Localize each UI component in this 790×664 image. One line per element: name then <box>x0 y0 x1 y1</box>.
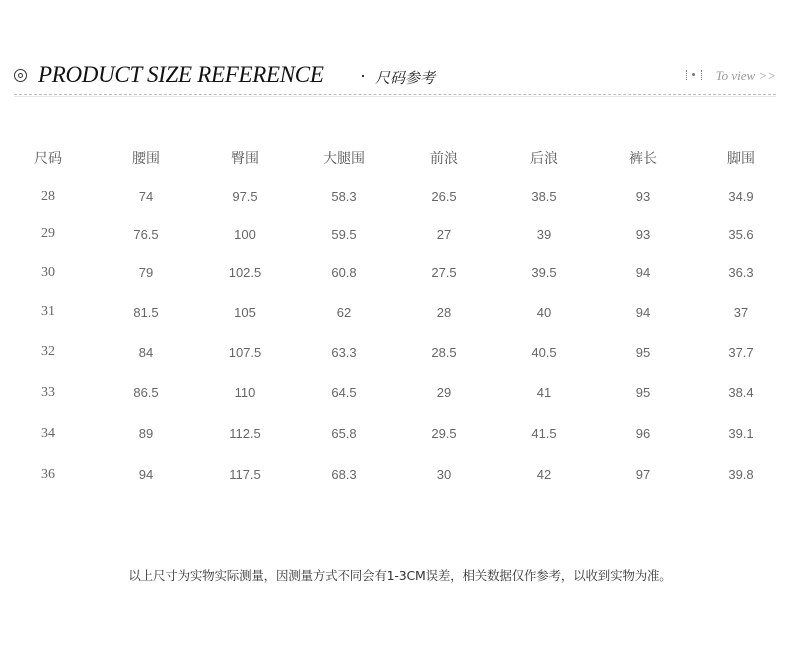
to-view-link[interactable]: To view >> <box>715 68 776 83</box>
table-row <box>0 372 790 413</box>
view-icon[interactable] <box>686 70 702 80</box>
table-cell: 39 <box>536 226 552 242</box>
table-cell: 63.3 <box>331 344 357 360</box>
table-cell: 37.7 <box>728 344 754 360</box>
table-row <box>0 332 790 372</box>
table-cell: 30 <box>436 467 452 482</box>
table-cell: 100 <box>234 226 256 242</box>
column-header-size: 尺码 <box>34 151 62 167</box>
header-divider <box>14 94 776 95</box>
table-cell: 38.5 <box>531 189 557 204</box>
table-cell: 117.5 <box>229 467 261 482</box>
table-cell: 79 <box>138 265 154 280</box>
table-cell: 110 <box>234 385 256 400</box>
table-cell: 64.5 <box>331 385 357 400</box>
table-cell: 59.5 <box>331 226 357 242</box>
table-cell: 96 <box>635 426 651 441</box>
section-title: PRODUCT SIZE REFERENCE <box>38 62 324 87</box>
column-header-waist: 腰围 <box>132 151 160 167</box>
table-cell: 39.8 <box>728 467 754 482</box>
table-cell: 40 <box>536 304 552 320</box>
table-cell: 68.3 <box>331 467 357 482</box>
table-cell: 95 <box>635 385 651 400</box>
table-cell: 39.5 <box>531 265 557 280</box>
table-row <box>0 253 790 292</box>
column-header-length: 裤长 <box>629 151 657 167</box>
table-cell: 27.5 <box>431 265 457 280</box>
table-cell: 36 <box>41 466 55 482</box>
table-cell: 38.4 <box>728 385 754 400</box>
table-cell: 89 <box>138 426 154 441</box>
table-cell: 60.8 <box>331 265 357 280</box>
table-cell: 28 <box>41 188 55 204</box>
table-row <box>0 292 790 332</box>
table-cell: 93 <box>635 189 651 204</box>
table-cell: 94 <box>635 304 651 320</box>
table-cell: 76.5 <box>133 226 159 242</box>
measurement-note: 以上尺寸为实物实际测量，因测量方式不同会有1-3CM误差，相关数据仅作参考，以收到实物为准。 <box>128 568 672 583</box>
table-cell: 97.5 <box>232 189 258 204</box>
table-cell: 37 <box>733 304 749 320</box>
table-cell: 107.5 <box>228 344 262 360</box>
column-header-thigh: 大腿围 <box>323 151 365 167</box>
table-cell: 105 <box>234 304 256 320</box>
column-header-leg-opening: 脚围 <box>727 151 755 167</box>
table-cell: 41.5 <box>531 426 557 441</box>
table-cell: 40.5 <box>531 344 557 360</box>
table-cell: 62 <box>336 304 352 320</box>
section-header <box>14 62 776 92</box>
table-cell: 58.3 <box>331 189 357 204</box>
table-cell: 94 <box>635 265 651 280</box>
table-cell: 112.5 <box>229 426 261 441</box>
double-circle-icon <box>14 69 27 82</box>
table-cell: 26.5 <box>431 189 457 204</box>
table-cell: 81.5 <box>133 304 159 320</box>
table-cell: 74 <box>138 189 154 204</box>
size-table <box>0 138 790 495</box>
column-header-front-rise: 前浪 <box>430 151 458 167</box>
table-cell: 86.5 <box>133 385 159 400</box>
table-cell: 32 <box>41 344 55 359</box>
table-cell: 35.6 <box>728 226 754 242</box>
column-header-back-rise: 后浪 <box>530 151 558 167</box>
table-cell: 34.9 <box>728 189 754 204</box>
table-cell: 33 <box>41 384 55 400</box>
table-cell: 84 <box>138 344 154 360</box>
table-cell: 39.1 <box>728 426 754 441</box>
table-cell: 28.5 <box>431 344 457 360</box>
table-cell: 94 <box>138 467 154 482</box>
header-divider-secondary <box>14 96 776 97</box>
table-row <box>0 215 790 253</box>
table-cell: 30 <box>41 264 55 280</box>
table-cell: 29.5 <box>431 426 457 441</box>
table-cell: 97 <box>635 467 651 482</box>
table-cell: 29 <box>436 385 452 400</box>
table-cell: 102.5 <box>228 265 262 280</box>
table-cell: 27 <box>436 226 452 242</box>
table-row <box>0 454 790 495</box>
title-separator: · <box>360 65 366 85</box>
column-header-hip: 臀围 <box>231 151 259 167</box>
table-cell: 93 <box>635 226 651 242</box>
table-cell: 29 <box>41 226 55 241</box>
table-cell: 31 <box>41 304 55 319</box>
table-cell: 41 <box>536 385 552 400</box>
table-header-row <box>0 138 790 178</box>
table-cell: 34 <box>41 425 55 441</box>
table-cell: 95 <box>635 344 651 360</box>
table-cell: 28 <box>436 304 452 320</box>
table-row <box>0 178 790 215</box>
table-cell: 36.3 <box>728 265 754 280</box>
table-row <box>0 413 790 454</box>
section-subtitle: 尺码参考 <box>375 69 436 87</box>
table-cell: 42 <box>536 467 552 482</box>
table-cell: 65.8 <box>331 426 357 441</box>
